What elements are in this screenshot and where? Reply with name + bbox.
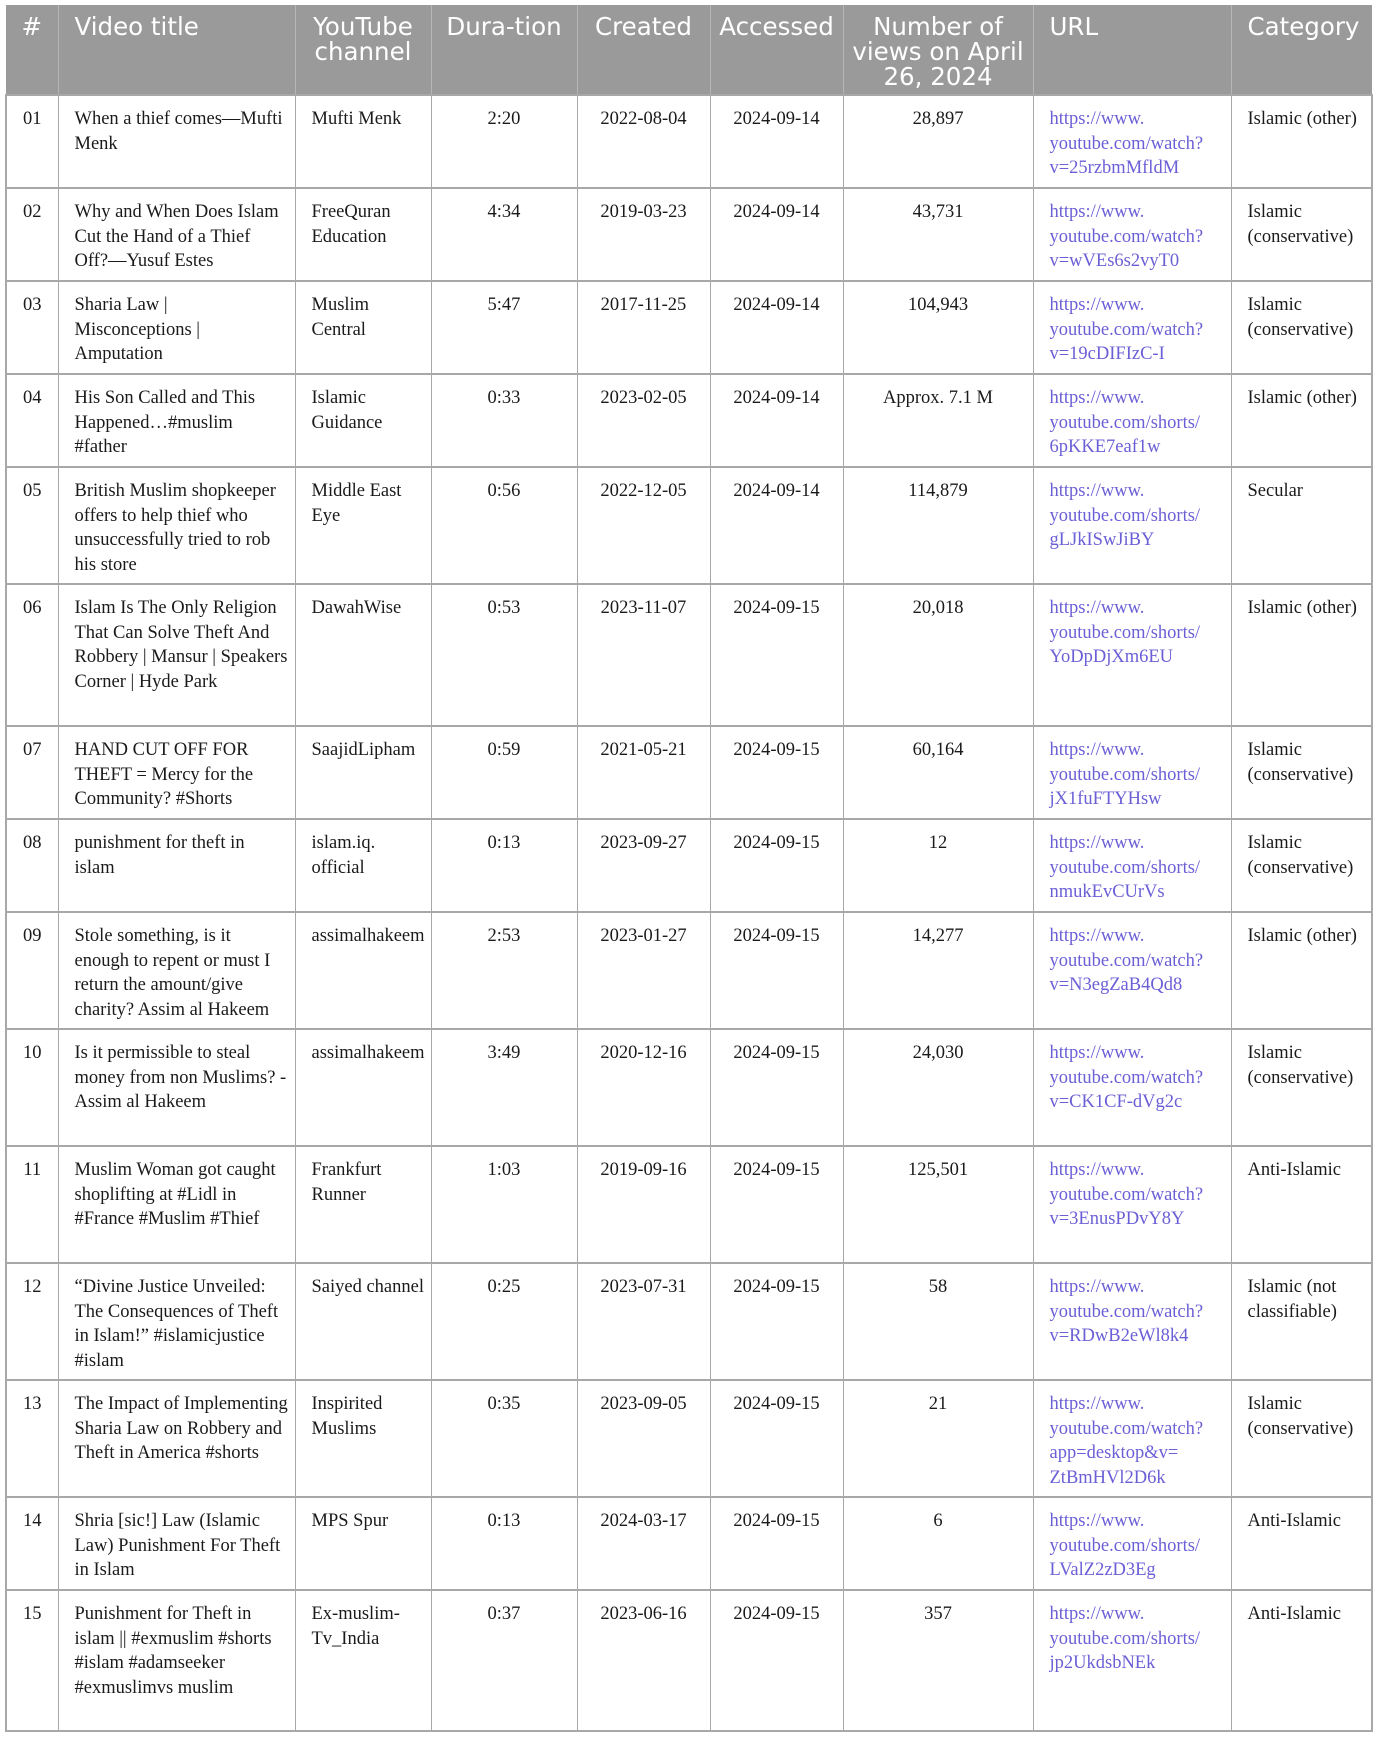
accessed-date: 2024-09-14 — [710, 467, 843, 584]
url-line: youtube.com/watch? — [1049, 1067, 1204, 1088]
url-line: https://www. — [1049, 1277, 1145, 1297]
row-number: 15 — [6, 1590, 58, 1731]
duration: 5:47 — [431, 281, 577, 374]
header-duration: Dura-tion — [431, 5, 577, 95]
accessed-date: 2024-09-15 — [710, 1590, 843, 1731]
youtube-channel: Inspirited Muslims — [295, 1380, 431, 1497]
category: Islamic (conservative) — [1231, 188, 1372, 281]
url-line: youtube.com/shorts/ — [1049, 857, 1201, 878]
url-line: youtube.com/watch? — [1049, 1418, 1204, 1439]
created-date: 2017-11-25 — [577, 281, 710, 374]
accessed-date: 2024-09-15 — [710, 1497, 843, 1590]
url-line: https://www. — [1049, 202, 1145, 222]
header-url: URL — [1033, 5, 1231, 95]
row-number: 05 — [6, 467, 58, 584]
video-title: Stole something, is it enough to repent or must I return the amount/give charity? Assim al Hakeem — [58, 912, 295, 1029]
view-count: 58 — [843, 1263, 1033, 1380]
view-count: 104,943 — [843, 281, 1033, 374]
video-url-link[interactable] — [1033, 726, 1231, 819]
accessed-date: 2024-09-15 — [710, 1263, 843, 1380]
header-accessed: Accessed — [710, 5, 843, 95]
video-url-link[interactable] — [1033, 1146, 1231, 1263]
youtube-channel: Middle East Eye — [295, 467, 431, 584]
duration: 3:49 — [431, 1029, 577, 1146]
category: Anti-Islamic — [1231, 1497, 1372, 1590]
table-row — [6, 95, 1372, 188]
url-line: https://www. — [1049, 109, 1145, 129]
header-views: Number of views on April 26, 2024 — [843, 5, 1033, 95]
table-row — [6, 726, 1372, 819]
url-line: youtube.com/shorts/ — [1049, 1535, 1201, 1556]
youtube-channel: MPS Spur — [295, 1497, 431, 1590]
row-number: 07 — [6, 726, 58, 819]
video-url-link[interactable] — [1033, 584, 1231, 726]
url-line: https://www. — [1049, 295, 1145, 315]
category: Secular — [1231, 467, 1372, 584]
table-row — [6, 584, 1372, 726]
created-date: 2023-11-07 — [577, 584, 710, 726]
video-url-link[interactable] — [1033, 912, 1231, 1029]
url-line: 6pKKE7eaf1w — [1049, 437, 1161, 457]
video-table — [5, 5, 1373, 1732]
duration: 1:03 — [431, 1146, 577, 1263]
url-line: v=19cDIFIzC-I — [1049, 344, 1165, 364]
duration: 0:35 — [431, 1380, 577, 1497]
url-line: youtube.com/shorts/ — [1049, 412, 1201, 433]
video-title: Is it permissible to steal money from non Muslims? - Assim al Hakeem — [58, 1029, 295, 1146]
duration: 0:13 — [431, 1497, 577, 1590]
view-count: 12 — [843, 819, 1033, 912]
url-line: jX1fuFTYHsw — [1049, 789, 1162, 809]
url-line: youtube.com/watch? — [1049, 133, 1204, 154]
accessed-date: 2024-09-14 — [710, 374, 843, 467]
row-number: 06 — [6, 584, 58, 726]
youtube-channel: FreeQuran Education — [295, 188, 431, 281]
view-count: 114,879 — [843, 467, 1033, 584]
youtube-channel: Muslim Central — [295, 281, 431, 374]
accessed-date: 2024-09-15 — [710, 584, 843, 726]
view-count: 24,030 — [843, 1029, 1033, 1146]
created-date: 2022-12-05 — [577, 467, 710, 584]
url-line: youtube.com/watch? — [1049, 226, 1204, 247]
view-count: 21 — [843, 1380, 1033, 1497]
video-title: punishment for theft in islam — [58, 819, 295, 912]
url-line: LValZ2zD3Eg — [1049, 1560, 1156, 1580]
accessed-date: 2024-09-14 — [710, 281, 843, 374]
url-line: v=N3egZaB4Qd8 — [1049, 975, 1183, 995]
accessed-date: 2024-09-15 — [710, 1380, 843, 1497]
category: Islamic (other) — [1231, 584, 1372, 726]
header-video-title: Video title — [58, 5, 295, 95]
accessed-date: 2024-09-14 — [710, 95, 843, 188]
url-line: https://www. — [1049, 1043, 1145, 1063]
header-created: Created — [577, 5, 710, 95]
view-count: 20,018 — [843, 584, 1033, 726]
created-date: 2023-06-16 — [577, 1590, 710, 1731]
table-row — [6, 819, 1372, 912]
video-title: British Muslim shopkeeper offers to help thief who unsuccessfully tried to rob his store — [58, 467, 295, 584]
url-line: v=wVEs6s2vyT0 — [1049, 251, 1180, 271]
created-date: 2023-09-05 — [577, 1380, 710, 1497]
duration: 0:25 — [431, 1263, 577, 1380]
view-count: Approx. 7.1 M — [843, 374, 1033, 467]
url-line: youtube.com/watch? — [1049, 1184, 1204, 1205]
created-date: 2023-01-27 — [577, 912, 710, 1029]
table-row — [6, 374, 1372, 467]
url-line: youtube.com/shorts/ — [1049, 764, 1201, 785]
category: Islamic (conservative) — [1231, 726, 1372, 819]
url-line: https://www. — [1049, 481, 1145, 501]
url-line: youtube.com/watch? — [1049, 1301, 1204, 1322]
url-line: jp2UkdsbNEk — [1049, 1653, 1156, 1673]
url-line: https://www. — [1049, 1604, 1145, 1624]
header-youtube-channel: YouTube channel — [295, 5, 431, 95]
url-line: v=RDwB2eWl8k4 — [1049, 1326, 1189, 1346]
url-line: youtube.com/shorts/ — [1049, 1628, 1201, 1649]
url-line: nmukEvCUrVs — [1049, 882, 1165, 902]
youtube-channel: assimalhakeem — [295, 1029, 431, 1146]
created-date: 2023-09-27 — [577, 819, 710, 912]
url-line: https://www. — [1049, 833, 1145, 853]
row-number: 13 — [6, 1380, 58, 1497]
video-url-link[interactable] — [1033, 188, 1231, 281]
url-line: ZtBmHVl2D6k — [1049, 1467, 1166, 1488]
row-number: 02 — [6, 188, 58, 281]
url-line: youtube.com/shorts/ — [1049, 622, 1201, 643]
youtube-channel: Frankfurt Runner — [295, 1146, 431, 1263]
row-number: 01 — [6, 95, 58, 188]
youtube-channel: assimalhakeem — [295, 912, 431, 1029]
category: Islamic (conservative) — [1231, 281, 1372, 374]
created-date: 2023-02-05 — [577, 374, 710, 467]
url-line: https://www. — [1049, 388, 1145, 408]
url-line: youtube.com/watch? — [1049, 319, 1204, 340]
created-date: 2019-09-16 — [577, 1146, 710, 1263]
view-count: 357 — [843, 1590, 1033, 1731]
accessed-date: 2024-09-15 — [710, 912, 843, 1029]
created-date: 2022-08-04 — [577, 95, 710, 188]
row-number: 04 — [6, 374, 58, 467]
youtube-channel: Saiyed channel — [295, 1263, 431, 1380]
accessed-date: 2024-09-15 — [710, 1029, 843, 1146]
table-row — [6, 1590, 1372, 1731]
url-line: https://www. — [1049, 598, 1145, 618]
category: Islamic (other) — [1231, 95, 1372, 188]
table-row — [6, 1029, 1372, 1146]
category: Islamic (other) — [1231, 912, 1372, 1029]
video-url-link[interactable] — [1033, 1263, 1231, 1380]
video-url-link[interactable] — [1033, 95, 1231, 188]
created-date: 2021-05-21 — [577, 726, 710, 819]
video-title: Why and When Does Islam Cut the Hand of a Thief Off?—Yusuf Estes — [58, 188, 295, 281]
video-url-link[interactable] — [1033, 374, 1231, 467]
row-number: 12 — [6, 1263, 58, 1380]
created-date: 2019-03-23 — [577, 188, 710, 281]
category: Islamic (other) — [1231, 374, 1372, 467]
row-number: 11 — [6, 1146, 58, 1263]
accessed-date: 2024-09-15 — [710, 726, 843, 819]
created-date: 2024-03-17 — [577, 1497, 710, 1590]
table-row — [6, 1380, 1372, 1497]
row-number: 03 — [6, 281, 58, 374]
accessed-date: 2024-09-15 — [710, 819, 843, 912]
accessed-date: 2024-09-15 — [710, 1146, 843, 1263]
duration: 2:20 — [431, 95, 577, 188]
table-header-row — [6, 5, 1372, 95]
video-url-link[interactable] — [1033, 1497, 1231, 1590]
youtube-channel: Mufti Menk — [295, 95, 431, 188]
table-row — [6, 281, 1372, 374]
row-number: 14 — [6, 1497, 58, 1590]
video-title: When a thief comes—Mufti Menk — [58, 95, 295, 188]
url-line: YoDpDjXm6EU — [1049, 647, 1174, 667]
table-row — [6, 912, 1372, 1029]
category: Islamic (conservative) — [1231, 1380, 1372, 1497]
row-number: 08 — [6, 819, 58, 912]
created-date: 2020-12-16 — [577, 1029, 710, 1146]
duration: 4:34 — [431, 188, 577, 281]
url-line: v=25rzbmMfldM — [1049, 158, 1180, 178]
video-title: Shria [sic!] Law (Islamic Law) Punishment For Theft in Islam — [58, 1497, 295, 1590]
video-title: Islam Is The Only Religion That Can Solve Theft And Robbery | Mansur | Speakers Corner | Hyde Park — [58, 584, 295, 726]
created-date: 2023-07-31 — [577, 1263, 710, 1380]
url-line: https://www. — [1049, 1511, 1145, 1531]
category: Islamic (conservative) — [1231, 819, 1372, 912]
table-row — [6, 1146, 1372, 1263]
view-count: 14,277 — [843, 912, 1033, 1029]
video-title: Punishment for Theft in islam || #exmuslim #shorts #islam #adamseeker #exmuslimvs muslim — [58, 1590, 295, 1731]
header-category: Category — [1231, 5, 1372, 95]
url-line: app=desktop&v= — [1049, 1443, 1179, 1463]
video-url-link[interactable] — [1033, 819, 1231, 912]
url-line: youtube.com/watch? — [1049, 950, 1204, 971]
video-title: The Impact of Implementing Sharia Law on Robbery and Theft in America #shorts — [58, 1380, 295, 1497]
youtube-channel: DawahWise — [295, 584, 431, 726]
duration: 0:37 — [431, 1590, 577, 1731]
duration: 2:53 — [431, 912, 577, 1029]
url-line: v=3EnusPDvY8Y — [1049, 1209, 1185, 1229]
duration: 0:53 — [431, 584, 577, 726]
duration: 0:59 — [431, 726, 577, 819]
video-url-link[interactable] — [1033, 467, 1231, 584]
accessed-date: 2024-09-14 — [710, 188, 843, 281]
view-count: 125,501 — [843, 1146, 1033, 1263]
duration: 0:13 — [431, 819, 577, 912]
video-title: “Divine Justice Unveiled: The Consequences of Theft in Islam!” #islamicjustice #islam — [58, 1263, 295, 1380]
header-number: # — [6, 5, 58, 95]
video-url-link[interactable] — [1033, 281, 1231, 374]
category: Anti-Islamic — [1231, 1146, 1372, 1263]
video-url-link[interactable] — [1033, 1590, 1231, 1731]
video-title: HAND CUT OFF FOR THEFT = Mercy for the Community? #Shorts — [58, 726, 295, 819]
table-row — [6, 188, 1372, 281]
youtube-channel: Ex-muslim-Tv_India — [295, 1590, 431, 1731]
url-line: youtube.com/shorts/ — [1049, 505, 1201, 526]
url-line: gLJkISwJiBY — [1049, 530, 1155, 550]
view-count: 60,164 — [843, 726, 1033, 819]
youtube-channel: SaajidLipham — [295, 726, 431, 819]
duration: 0:56 — [431, 467, 577, 584]
video-url-link[interactable] — [1033, 1380, 1231, 1497]
video-table-container — [5, 5, 1371, 1732]
url-line: https://www. — [1049, 740, 1145, 760]
table-row — [6, 1497, 1372, 1590]
video-title: Muslim Woman got caught shoplifting at #Lidl in #France #Muslim #Thief — [58, 1146, 295, 1263]
row-number: 10 — [6, 1029, 58, 1146]
table-row — [6, 467, 1372, 584]
url-line: https://www. — [1049, 1160, 1145, 1180]
video-url-link[interactable] — [1033, 1029, 1231, 1146]
url-line: https://www. — [1049, 926, 1145, 946]
duration: 0:33 — [431, 374, 577, 467]
url-line: https://www. — [1049, 1394, 1145, 1414]
table-row — [6, 1263, 1372, 1380]
view-count: 43,731 — [843, 188, 1033, 281]
category: Islamic (conservative) — [1231, 1029, 1372, 1146]
view-count: 6 — [843, 1497, 1033, 1590]
video-title: His Son Called and This Happened…#muslim #father — [58, 374, 295, 467]
youtube-channel: Islamic Guidance — [295, 374, 431, 467]
category: Anti-Islamic — [1231, 1590, 1372, 1731]
view-count: 28,897 — [843, 95, 1033, 188]
url-line: v=CK1CF-dVg2c — [1049, 1092, 1183, 1112]
row-number: 09 — [6, 912, 58, 1029]
video-title: Sharia Law | Misconceptions | Amputation — [58, 281, 295, 374]
youtube-channel: islam.iq. official — [295, 819, 431, 912]
category: Islamic (not classifiable) — [1231, 1263, 1372, 1380]
